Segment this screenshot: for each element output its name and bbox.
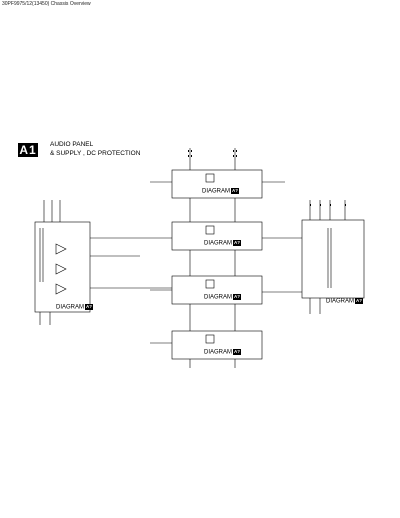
diagram-block-right bbox=[302, 220, 364, 298]
diagram-label-1: DIAGRAM A? bbox=[202, 188, 239, 195]
panel-title-line1: AUDIO PANEL bbox=[50, 141, 94, 148]
diagram-label-2: DIAGRAM A? bbox=[204, 240, 241, 247]
page-header: 30PF9975/12(13450) Chassis Overview bbox=[2, 1, 91, 7]
panel-title-line2: & SUPPLY , DC PROTECTION bbox=[50, 150, 141, 157]
diagram-label-right: DIAGRAM A? bbox=[326, 298, 363, 305]
diagram-label-3: DIAGRAM A? bbox=[204, 294, 241, 301]
diagram-label-4: DIAGRAM A? bbox=[204, 349, 241, 356]
panel-code-badge: A1 bbox=[19, 143, 37, 157]
diagram-label-left: DIAGRAM A? bbox=[56, 304, 93, 311]
